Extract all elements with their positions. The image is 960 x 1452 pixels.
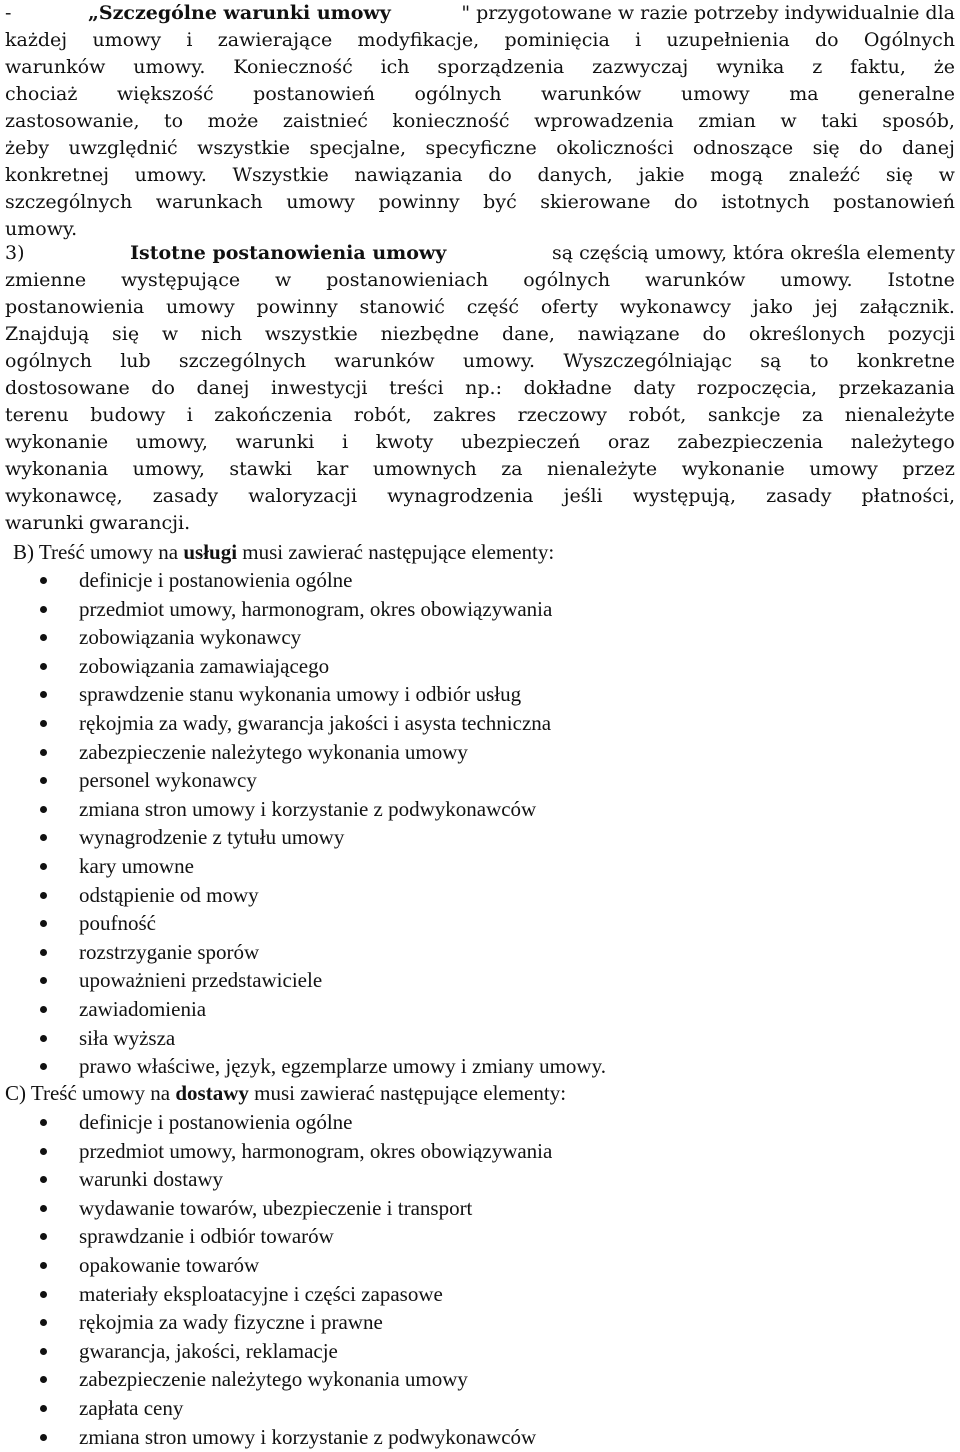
paragraph-word: umowy. [133, 56, 206, 78]
paragraph-word: ogólnych [414, 83, 502, 105]
list-item [5, 795, 606, 824]
bullet-icon [40, 606, 47, 613]
bullet-icon [40, 1205, 47, 1212]
paragraph-word: umowy [286, 191, 355, 213]
list-item [5, 623, 606, 652]
paragraph-word: należytego [850, 431, 955, 453]
paragraph-word: umowy, [135, 431, 208, 453]
list-item [5, 909, 606, 938]
paragraph-line [5, 0, 955, 27]
paragraph-word: zmian [698, 110, 756, 132]
paragraph-word: powinny [256, 296, 338, 318]
paragraph-word: stawki [229, 458, 292, 480]
paragraph-word: uwzględnić [68, 137, 178, 159]
paragraph-word: nich [200, 323, 243, 345]
services-section-heading: B) Treść umowy na usługi musi zawierać następujące elementy: [13, 540, 555, 564]
paragraph-word: z [812, 56, 823, 78]
bullet-icon [40, 720, 47, 727]
paragraph-word: do [674, 191, 698, 213]
bullet-icon [40, 663, 47, 670]
paragraph-word: i [341, 431, 349, 453]
list-item-text: gwarancja, jakości, reklamacje [79, 1338, 338, 1363]
paragraph-word: kwoty [375, 431, 434, 453]
paragraph-line [5, 375, 955, 402]
list-item [5, 1394, 552, 1423]
list-item [5, 1337, 552, 1366]
paragraph-word: konieczność [392, 110, 510, 132]
list-item [5, 1423, 552, 1452]
paragraph-word: odnoszące [692, 137, 794, 159]
paragraph-line [5, 510, 955, 537]
paragraph-word: się [112, 323, 140, 345]
paragraph-word: sankcje [707, 404, 781, 426]
paragraph-word: w [161, 323, 179, 345]
list-item-text: zobowiązania wykonawcy [79, 625, 302, 650]
paragraph-line-text: " przygotowane w razie potrzeby indywidualnie dla [461, 2, 955, 24]
paragraph-line [5, 162, 955, 189]
paragraph-word: Wyszczególniając [563, 350, 733, 372]
paragraph-line-text: są częścią umowy, która określa elementy [545, 242, 955, 264]
bullet-icon [40, 1148, 47, 1155]
paragraph-word: wykonanie [5, 431, 109, 453]
list-item [5, 738, 606, 767]
paragraph-word: do [814, 29, 839, 51]
list-item-text: zabezpieczenie należytego wykonania umowy [79, 1367, 468, 1392]
bullet-icon [40, 863, 47, 870]
paragraph-line [5, 429, 955, 456]
paragraph-word: taki [821, 110, 858, 132]
paragraph-word: konkretne [856, 350, 955, 372]
paragraph-word: ogólnych [5, 350, 92, 372]
paragraph-word: warunków [334, 350, 435, 372]
list-item [5, 1137, 552, 1166]
paragraph-word: i [635, 29, 642, 51]
paragraph-word: umowy [680, 83, 750, 105]
bullet-icon [40, 1319, 47, 1326]
essential-provisions-term: Istotne postanowienia umowy [130, 242, 447, 264]
list-item [5, 1194, 552, 1223]
list-item-text: rękojmia za wady, gwarancja jakości i asysta techniczna [79, 710, 552, 735]
deliveries-section-heading: C) Treść umowy na dostawy musi zawierać następujące elementy: [5, 1081, 567, 1105]
paragraph-word: w [938, 164, 955, 186]
paragraph-word: skierowane [540, 191, 651, 213]
paragraph-word: jako [752, 296, 793, 318]
paragraph-word: że [933, 56, 955, 78]
list-item-text: zmiana stron umowy i korzystanie z podwykonawców [79, 1424, 537, 1449]
paragraph-word: powinny [378, 191, 460, 213]
bullet-icon [40, 577, 47, 584]
paragraph-word: chociaż [5, 83, 78, 105]
list-item-text: rozstrzyganie sporów [79, 939, 260, 964]
paragraph-word: pozycji [888, 323, 955, 345]
list-item [5, 652, 606, 681]
paragraph-line [5, 402, 955, 429]
paragraph-word: do [859, 137, 883, 159]
bullet-icon [40, 1006, 47, 1013]
paragraph-word: być [483, 191, 517, 213]
paragraph-line [5, 240, 955, 267]
paragraph-word: znaleźć [788, 164, 861, 186]
paragraph-word: się [812, 137, 840, 159]
list-item-text: poufność [79, 911, 156, 936]
bullet-icon [40, 691, 47, 698]
list-item-text: prawo właściwe, język, egzemplarze umowy i zmiany umowy. [79, 1054, 606, 1079]
paragraph-word: zazwyczaj [592, 56, 689, 78]
paragraph-word: większość [116, 83, 214, 105]
list-item-text: zawiadomienia [79, 996, 207, 1021]
paragraph-word: żeby [5, 137, 50, 159]
paragraph-word: terenu [5, 404, 69, 426]
paragraph-word: postanowieniach [326, 269, 489, 291]
paragraph-word: umowy [166, 296, 235, 318]
paragraph-word: specyficzne [425, 137, 537, 159]
paragraph-word: umowy. [780, 269, 853, 291]
list-item [5, 566, 606, 595]
services-elements-list [5, 566, 606, 1081]
list-item [5, 823, 606, 852]
paragraph-word: są [760, 350, 782, 372]
paragraph-word: jakie [638, 164, 685, 186]
list-item [5, 852, 606, 881]
list-item-text: przedmiot umowy, harmonogram, okres obowiązywania [79, 1138, 553, 1163]
paragraph-word: niezbędne [380, 323, 480, 345]
paragraph-word: umowy. [462, 350, 536, 372]
paragraph-line [5, 54, 955, 81]
bullet-icon [40, 1434, 47, 1441]
paragraph-word: waloryzacji [248, 485, 358, 507]
list-item [5, 1052, 606, 1081]
paragraph-line [5, 108, 955, 135]
bullet-icon [40, 1262, 47, 1269]
paragraph-word: warunki [235, 431, 315, 453]
paragraph-word: umowy, [132, 458, 205, 480]
paragraph-word: wynika [716, 56, 785, 78]
paragraph-word: danych, [537, 164, 613, 186]
paragraph-word: ubezpieczeń [460, 431, 581, 453]
paragraph-word: zastosowanie, [5, 110, 140, 132]
paragraph-word: i [186, 404, 193, 426]
paragraph-word: zakres [433, 404, 497, 426]
paragraph-word: załącznik. [859, 296, 955, 318]
paragraph-word: w [780, 110, 797, 132]
paragraph-word: sporządzenia [437, 56, 565, 78]
bullet-icon [40, 1233, 47, 1240]
paragraph-word: nawiązane [577, 323, 680, 345]
paragraph-dash: - [5, 2, 18, 24]
paragraph-word: konkretnej [5, 164, 110, 186]
paragraph-word: zaistnieć [282, 110, 368, 132]
paragraph-word: jeśli [563, 485, 603, 507]
paragraph-word: wykonania [5, 458, 109, 480]
paragraph-word: uzupełnienia [666, 29, 790, 51]
point-number: 3) [5, 242, 31, 264]
paragraph-word: określonych [748, 323, 866, 345]
paragraph-word: za [501, 458, 523, 480]
list-item-text: zapłata ceny [79, 1395, 184, 1420]
paragraph-word: lub [120, 350, 151, 372]
paragraph-line [5, 483, 955, 510]
paragraph-word: postanowień [833, 191, 955, 213]
paragraph-word: to [164, 110, 184, 132]
paragraph-word: jej [814, 296, 838, 318]
bullet-icon [40, 1063, 47, 1070]
list-item-text: wydawanie towarów, ubezpieczenie i transport [79, 1195, 473, 1220]
paragraph-word: część [466, 296, 519, 318]
paragraph-word: generalne [858, 83, 955, 105]
paragraph-word: sposób, [882, 110, 955, 132]
list-item [5, 966, 606, 995]
paragraph-line [5, 216, 955, 243]
paragraph-word: Konieczność [233, 56, 353, 78]
bullet-icon [40, 920, 47, 927]
paragraph-word: umowy. [5, 218, 78, 240]
paragraph-word: wykonawcę, [5, 485, 123, 507]
paragraph-word: kar [316, 458, 349, 480]
paragraph-word: warunkach [155, 191, 263, 213]
paragraph-word: gwarancji. [89, 512, 191, 534]
paragraph-word: warunków [541, 83, 642, 105]
paragraph-line [5, 267, 955, 294]
list-item-text: opakowanie towarów [79, 1252, 260, 1277]
list-item-text: siła wyższa [79, 1025, 176, 1050]
paragraph-word: to [809, 350, 829, 372]
paragraph-word: nienależyte [547, 458, 658, 480]
list-item-text: zabezpieczenie należytego wykonania umowy [79, 739, 468, 764]
special-conditions-paragraph [5, 0, 955, 243]
bullet-icon [40, 1348, 47, 1355]
paragraph-word: każdej [5, 29, 68, 51]
list-item [5, 766, 606, 795]
paragraph-word: okoliczności [556, 137, 674, 159]
paragraph-word: umowy. [134, 164, 207, 186]
paragraph-word: do [151, 377, 175, 399]
paragraph-word: zakończenia [214, 404, 333, 426]
paragraph-word: wszystkie [197, 137, 291, 159]
services-keyword: usługi [183, 540, 238, 564]
list-item-text: definicje i postanowienia ogólne [79, 568, 353, 592]
paragraph-word: szczególnych [5, 191, 133, 213]
paragraph-word: zabezpieczenia [677, 431, 824, 453]
paragraph-word: robót, [628, 404, 687, 426]
paragraph-word: treści [389, 377, 444, 399]
bullet-icon [40, 1291, 47, 1298]
paragraph-word: płatności, [861, 485, 955, 507]
bullet-icon [40, 1405, 47, 1412]
paragraph-word: budowy [90, 404, 166, 426]
paragraph-word: faktu, [850, 56, 906, 78]
paragraph-word: umowy [92, 29, 162, 51]
paragraph-word: do [702, 323, 727, 345]
paragraph-word: szczególnych [178, 350, 307, 372]
bullet-icon [40, 806, 47, 813]
paragraph-word: mogą [710, 164, 764, 186]
paragraph-line [5, 189, 955, 216]
paragraph-word: może [207, 110, 259, 132]
list-item [5, 995, 606, 1024]
paragraph-word: rozpoczęcia, [696, 377, 817, 399]
paragraph-word: oraz [607, 431, 650, 453]
paragraph-word: ma [789, 83, 819, 105]
paragraph-word: do [488, 164, 512, 186]
paragraph-word: występujące [120, 269, 241, 291]
list-item-text: zmiana stron umowy i korzystanie z podwykonawców [79, 796, 537, 821]
bullet-icon [40, 749, 47, 756]
paragraph-word: nawiązania [354, 164, 463, 186]
list-item-text: przedmiot umowy, harmonogram, okres obowiązywania [79, 596, 553, 621]
special-conditions-term: „Szczególne warunki umowy [87, 2, 391, 24]
paragraph-word: wykonawcy [619, 296, 731, 318]
paragraph-word: zmienne [5, 269, 87, 291]
bullet-icon [40, 834, 47, 841]
paragraph-word: pominięcia [504, 29, 610, 51]
paragraph-word: ogólnych [523, 269, 611, 291]
bullet-icon [40, 777, 47, 784]
paragraph-word: istotnych [721, 191, 810, 213]
list-item-text: rękojmia za wady fizyczne i prawne [79, 1310, 383, 1335]
paragraph-word: występują, [632, 485, 737, 507]
paragraph-word: warunki [5, 512, 84, 534]
list-item [5, 1108, 552, 1137]
paragraph-word: umowy [809, 458, 878, 480]
paragraph-word: Znajdują [5, 323, 90, 345]
paragraph-word: przekazania [838, 377, 955, 399]
paragraph-word: inwestycji [270, 377, 368, 399]
bullet-icon [40, 634, 47, 641]
paragraph-line [5, 294, 955, 321]
list-item [5, 1165, 552, 1194]
paragraph-word: dokładne [523, 377, 612, 399]
deliveries-elements-list [5, 1108, 552, 1451]
paragraph-word: zawierające [217, 29, 333, 51]
paragraph-word: postanowienia [5, 296, 145, 318]
paragraph-word: zasady [152, 485, 219, 507]
paragraph-word: warunków [5, 56, 106, 78]
paragraph-line [5, 135, 955, 162]
paragraph-word: specjalne, [309, 137, 407, 159]
paragraph-word: wynagrodzenia [387, 485, 534, 507]
paragraph-line [5, 321, 955, 348]
list-item [5, 1222, 552, 1251]
list-item [5, 1308, 552, 1337]
list-item-text: odstąpienie od mowy [79, 882, 259, 907]
paragraph-word: robót, [353, 404, 412, 426]
bullet-icon [40, 1119, 47, 1126]
paragraph-word: modyfikacje, [357, 29, 480, 51]
paragraph-word: nienależyte [844, 404, 955, 426]
paragraph-word: się [885, 164, 913, 186]
paragraph-word: np.: [465, 377, 502, 399]
paragraph-word: Ogólnych [863, 29, 955, 51]
list-item [5, 680, 606, 709]
bullet-icon [40, 949, 47, 956]
bullet-icon [40, 1176, 47, 1183]
deliveries-keyword: dostawy [175, 1081, 249, 1105]
list-item-text: sprawdzenie stanu wykonania umowy i odbiór usług [79, 682, 522, 707]
paragraph-line [5, 348, 955, 375]
list-item [5, 881, 606, 910]
bullet-icon [40, 977, 47, 984]
list-item-text: kary umowne [79, 853, 194, 878]
paragraph-word: za [801, 404, 824, 426]
paragraph-word: danej [196, 377, 250, 399]
list-item [5, 1024, 606, 1053]
list-item-text: upoważnieni przedstawiciele [79, 968, 323, 993]
paragraph-word: dostosowane [5, 377, 130, 399]
paragraph-word: stanowić [359, 296, 445, 318]
paragraph-word: daty [633, 377, 676, 399]
list-item-text: zobowiązania zamawiającego [79, 653, 330, 678]
paragraph-word: wszystkie [264, 323, 358, 345]
paragraph-word: zasady [766, 485, 832, 507]
paragraph-line [5, 456, 955, 483]
paragraph-word: w [275, 269, 292, 291]
list-item [5, 1251, 552, 1280]
list-item-text: definicje i postanowienia ogólne [79, 1110, 353, 1134]
paragraph-word: danej [902, 137, 955, 159]
paragraph-word: oferty [540, 296, 598, 318]
paragraph-line [5, 81, 955, 108]
paragraph-word: Wszystkie [232, 164, 329, 186]
list-item-text: warunki dostawy [79, 1167, 224, 1192]
paragraph-word: i [186, 29, 193, 51]
list-item-text: sprawdzanie i odbiór towarów [79, 1224, 334, 1249]
list-item [5, 595, 606, 624]
list-item-text: wynagrodzenie z tytułu umowy [79, 825, 345, 850]
list-item [5, 1365, 552, 1394]
paragraph-word: umownych [372, 458, 477, 480]
bullet-icon [40, 892, 47, 899]
paragraph-word: dane, [501, 323, 555, 345]
paragraph-word: rzeczowy [517, 404, 608, 426]
list-item [5, 1280, 552, 1309]
list-item [5, 938, 606, 967]
paragraph-word: Istotne [887, 269, 955, 291]
list-item-text: materiały eksploatacyjne i części zapasowe [79, 1281, 443, 1306]
paragraph-word: przez [902, 458, 955, 480]
paragraph-line [5, 27, 955, 54]
list-item [5, 709, 606, 738]
list-item-text: personel wykonawcy [79, 768, 257, 793]
paragraph-word: postanowień [253, 83, 375, 105]
bullet-icon [40, 1376, 47, 1383]
bullet-icon [40, 1035, 47, 1042]
paragraph-word: ich [380, 56, 410, 78]
paragraph-word: wprowadzenia [534, 110, 674, 132]
essential-provisions-paragraph [5, 240, 955, 537]
paragraph-word: wykonanie [681, 458, 785, 480]
paragraph-word: warunków [645, 269, 746, 291]
